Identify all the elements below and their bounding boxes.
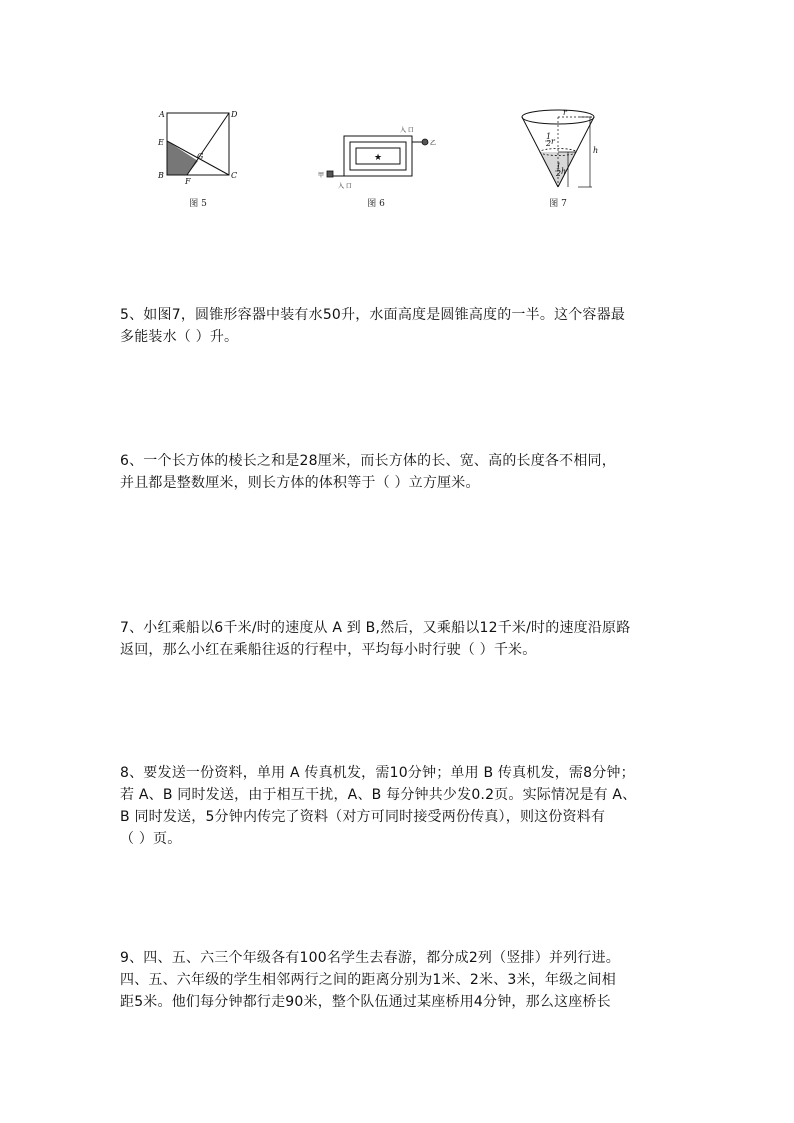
entrance-bottom-label: 入 口 (338, 183, 352, 190)
person-jia-label: 甲 (318, 172, 325, 179)
half-r-denominator: 2 (546, 139, 552, 148)
point-f-label: F (185, 177, 191, 186)
point-d-label: D (231, 110, 238, 119)
point-c-label: C (231, 171, 238, 180)
half-h-numerator: 1 (556, 162, 562, 171)
point-g-label: G (197, 152, 204, 161)
half-h-label: h (561, 167, 567, 176)
question-line: 四、五、六年级的学生相邻两行之间的距离分别为1米、2米、3米，年级之间相 (120, 972, 616, 988)
person-jia-marker (327, 171, 333, 177)
figure-6 (318, 120, 443, 192)
figure-6-caption: 图 6 (367, 199, 385, 209)
star-icon: ★ (374, 153, 383, 163)
question-6 (120, 450, 680, 494)
figure-7-caption: 图 7 (549, 199, 567, 209)
question-8 (120, 762, 680, 850)
radius-label: r (563, 108, 567, 117)
question-line: 距5米。他们每分钟都行走90米，整个队伍通过某座桥用4分钟，那么这座桥长 (120, 994, 611, 1010)
question-line: 7、小红乘船以6千米/时的速度从 A 到 B,然后，又乘船以12千米/时的速度沿原路 (120, 620, 631, 636)
point-b-label: B (158, 171, 164, 180)
figure-7-diagram (518, 105, 603, 190)
shaded-region (167, 141, 198, 175)
half-r-numerator: 1 (546, 132, 552, 141)
question-line: 8、要发送一份资料，单用 A 传真机发，需10分钟；单用 B 传真机发，需8分钟； (120, 765, 635, 781)
question-line: 5、如图7，圆锥形容器中装有水50升，水面高度是圆锥高度的一半。这个容器最 (120, 307, 626, 323)
question-line: 若 A、B 同时发送，由于相互干扰，A、B 每分钟共少发0.2页。实际情况是有 A、 (120, 787, 637, 803)
question-line: 6、一个长方体的棱长之和是28厘米，而长方体的长、宽、高的长度各不相同， (120, 453, 616, 469)
question-7 (120, 617, 680, 661)
person-yi-marker (422, 139, 428, 145)
height-label: h (593, 146, 599, 155)
point-a-label: A (159, 110, 165, 119)
entrance-top-label: 入 口 (400, 127, 414, 134)
question-line: （ ）页。 (120, 831, 182, 847)
question-9 (120, 947, 680, 1013)
question-line: 并且都是整数厘米，则长方体的体积等于（ ）立方厘米。 (120, 475, 480, 491)
question-line: 返回，那么小红在乘船往返的行程中，平均每小时行驶（ ）千米。 (120, 642, 537, 658)
figure-5 (155, 105, 245, 185)
figure-5-diagram (155, 105, 245, 185)
half-r-label: r (551, 137, 555, 146)
figure-6-diagram (318, 120, 443, 192)
figure-7 (518, 105, 603, 190)
figure-5-caption: 图 5 (189, 199, 207, 209)
person-yi-label: 乙 (430, 140, 437, 147)
question-5 (120, 304, 680, 348)
point-e-label: E (158, 138, 164, 147)
question-line: 9、四、五、六三个年级各有100名学生去春游，都分成2列（竖排）并列行进。 (120, 950, 620, 966)
half-h-denominator: 2 (556, 169, 562, 178)
question-line: B 同时发送，5分钟内传完了资料（对方可同时接受两份传真），则这份资料有 (120, 809, 606, 825)
question-line: 多能装水（ ）升。 (120, 329, 239, 345)
